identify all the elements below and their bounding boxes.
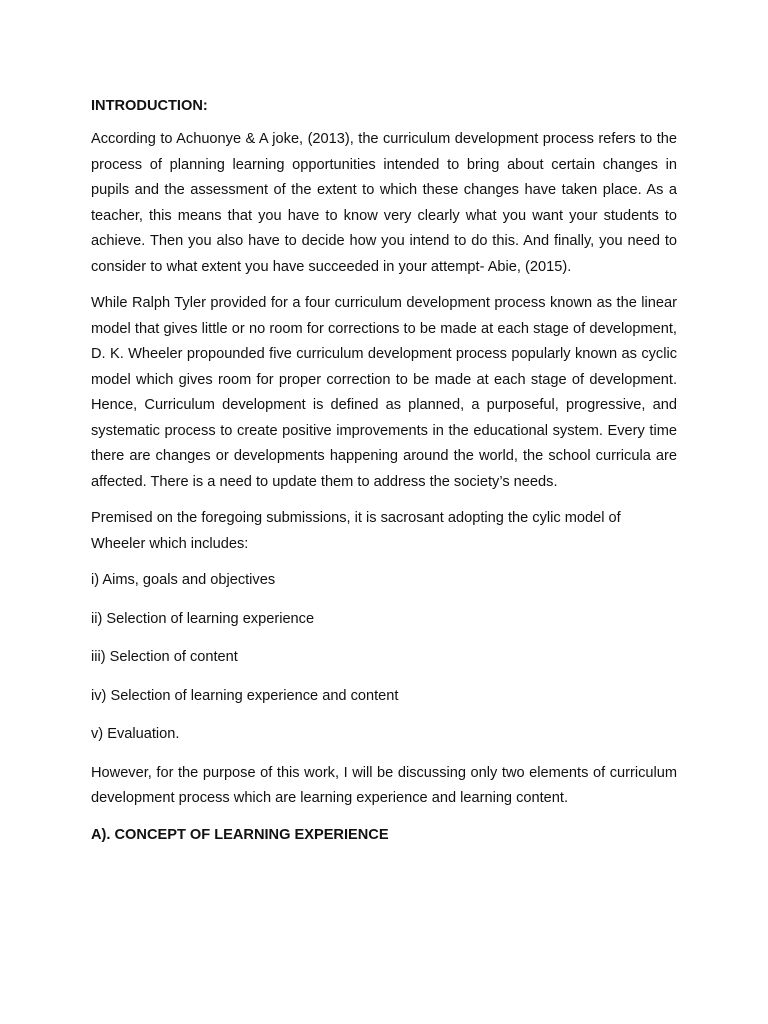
list-item-aims: i) Aims, goals and objectives	[91, 572, 276, 588]
introduction-heading: INTRODUCTION:	[91, 98, 208, 114]
paragraph-models: While Ralph Tyler provided for a four curriculum development process known as the linear model that gives little or no room for corrections to be made at each stage of development, D. K. Wheeler propounded five curriculum development process popularly known as cyclic model which gives room for proper correction to be made at each stage of development. Hence, Curriculum development is defined as planned, a purposeful, progressive, and systematic process to create positive improvements in the educational system. Every time there are changes or developments happening around the world, the school curricula are affected. There is a need to update them to address the society’s needs.	[91, 295, 677, 490]
paragraph-premise: Premised on the foregoing submissions, it is sacrosant adopting the cylic model of Wheeler which includes:	[91, 510, 621, 552]
paragraph-definition: According to Achuonye & A joke, (2013), the curriculum development process refers to the process of planning learning opportunities intended to bring about certain changes in pupils and the assessment of the extent to which these changes have taken place. As a teacher, this means that you have to know very clearly what you want your students to achieve. Then you also have to decide how you intend to do this. And finally, you need to consider to what extent you have succeeded in your attempt- Abie, (2015).	[91, 131, 677, 275]
list-item-evaluation: v) Evaluation.	[91, 726, 180, 742]
list-item-learning-experience: ii) Selection of learning experience	[91, 610, 315, 627]
section-heading-learning-experience: A). CONCEPT OF LEARNING EXPERIENCE	[91, 826, 389, 843]
list-item-experience-and-content: iv) Selection of learning experience and content	[91, 687, 399, 704]
list-item-content: iii) Selection of content	[91, 649, 238, 665]
document-page	[91, 96, 677, 848]
paragraph-scope: However, for the purpose of this work, I will be discussing only two elements of curriculum development process which are learning experience and learning content.	[91, 764, 677, 806]
